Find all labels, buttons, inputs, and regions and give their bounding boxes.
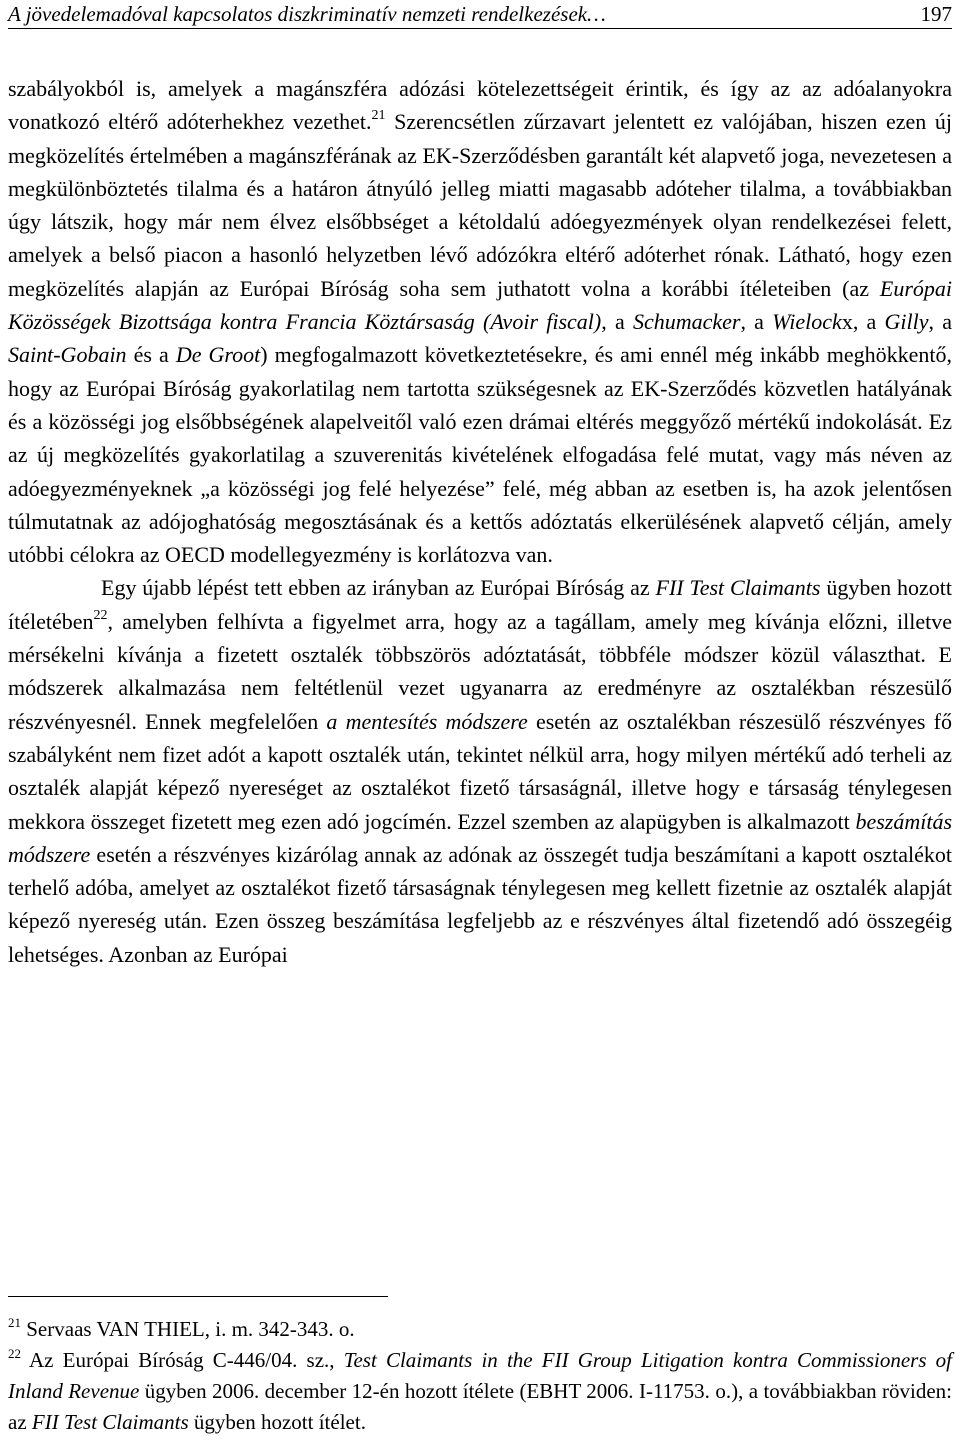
- case-name: FII Test Claimants: [655, 575, 821, 601]
- text-run: Szerencsétlen zűrzavart jelentett ez valójában, hiszen ezen új megközelítés értelmében a magánszférának az EK-Szerződésben garantált két alapvető joga, nevezetesen a megkülönböztetés tilalma és a határon átnyúló jelleg miatti magasabb adóteher tilalma, a továbbiakban úgy látszik, hogy már nem élvez elsőbbséget a kétoldalú adóegyezmények olyan rendelkezései felett, amelyek a belső piacon a hasonló helyzetben lévő adózókra eltérő adóterhet rónak. Látható, hogy ezen megközelítés alapján az Európai Bíróság soha sem juthatott volna a korábbi ítéleteiben (az: [8, 109, 952, 301]
- text-run: és a: [126, 342, 176, 368]
- footnote-22: [8, 1345, 952, 1438]
- footnote-number: 22: [8, 1346, 21, 1361]
- footnote-ref-22[interactable]: 22: [93, 607, 108, 623]
- text-run: x, a: [841, 309, 885, 335]
- case-name: Saint-Gobain: [8, 342, 127, 368]
- text-run: esetén a részvényes kizárólag annak az adónak az összegét tudja beszámítani a kapott osztalékot terhelő adóba, amelyet az osztalékot fizető társaságnak ténylegesen meg kellett fizetnie az osztalék alapját képező nyereség után. Ezen összeg beszámítása legfeljebb az e részvényes által fizetendő adó összegéig lehetséges. Azonban az Európai: [8, 841, 952, 967]
- text-run: ügyben hozott ítéletében: [8, 575, 952, 634]
- footnotes: [8, 1314, 952, 1438]
- footnote-21: [8, 1314, 952, 1345]
- emphasis: a mentesítés módszere: [326, 708, 528, 734]
- emphasis: beszámítás módszere: [8, 808, 952, 867]
- footnote-text: Az Európai Bíróság C-446/04. sz.,: [29, 1348, 344, 1372]
- body-text: [8, 72, 952, 971]
- case-name: FII Test Claimants: [31, 1410, 189, 1434]
- paragraph-2: [8, 571, 952, 971]
- text-run: ) megfogalmazott következtetésekre, és ami ennél még inkább meghökkentő, hogy az Európai Bíróság gyakorlatilag nem tartotta szükségesnek az EK-Szerződés közvetlen hatályának és a közösségi jog elsőbbségének alapelveitől való ezen drámai eltérés meggyőző mértékű indokolását. Ez az új megközelítés gyakorlatilag a szuverenitás kivételének elfogadása felé mutat, vagy más néven az adóegyezményeknek „a közösségi jog felé helyezése” felé, még abban az esetben is, ha azok jelentősen túlmutatnak az adójoghatóság megosztásának és a kettős adóztatás elkerülésének alapvető célján, amely utóbbi célokra az OECD modellegyezmény is korlátozva van.: [8, 342, 952, 568]
- case-name: Gilly: [884, 309, 929, 335]
- footnote-number: 21: [8, 1315, 21, 1330]
- page-number: 197: [920, 2, 952, 26]
- paragraph-1: [8, 72, 952, 571]
- case-name: Schumacker: [632, 309, 741, 335]
- running-header: [8, 0, 952, 29]
- case-name: Wielock: [772, 309, 842, 335]
- text-run: szabályokból is, amelyek a magánszféra adózási kötelezettségeit érintik, és így az az adóalanyokra vonatkozó eltérő adóterhekhez vezethet.: [8, 76, 952, 135]
- footnote-text: Servaas VAN THIEL, i. m. 342-343. o.: [26, 1317, 355, 1341]
- footnote-ref-21[interactable]: 21: [371, 108, 386, 124]
- case-name: De Groot: [175, 342, 261, 368]
- footnote-text: ügyben 2006. december 12-én hozott ítélete (EBHT 2006. I-11753. o.), a továbbiakban röviden: az: [8, 1379, 952, 1434]
- footnote-separator: [8, 1296, 388, 1297]
- footnote-text: ügyben hozott ítélet.: [188, 1410, 366, 1434]
- case-name: Test Claimants in the FII Group Litigation kontra Commissioners of Inland Revenue: [8, 1348, 952, 1403]
- text-run: esetén az osztalékban részesülő részvényes fő szabályként nem fizet adót a kapott osztalék után, tekintet nélkül arra, hogy milyen mértékű adó terheli az osztalék alapját képező nyereséget az osztalékot fizető társaságnál, illetve hogy e társaság ténylegesen mekkora összeget fizetett meg ezen adó jogcímén. Ezzel szemben az alapügyben is alkalmazott: [8, 708, 953, 834]
- text-run: , a: [740, 309, 773, 335]
- running-title: A jövedelemadóval kapcsolatos diszkriminatív nemzeti rendelkezések…: [8, 2, 606, 26]
- text-run: , amelyben felhívta a figyelmet arra, hogy az a tagállam, amely meg kívánja előzni, illetve mérsékelni kívánja a fizetett osztalék többszörös adóztatását, többféle módszer közül választhat. E módszerek alkalmazása nem feltétlenül vezet ugyanarra az eredményre az osztalékban részesülő részvényesnél. Ennek megfelelően: [8, 608, 952, 734]
- text-run: Egy újabb lépést tett ebben az irányban az Európai Bíróság az: [101, 575, 656, 601]
- text-run: , a: [928, 309, 953, 335]
- case-name: Európai Közösségek Bizottsága kontra Francia Köztársaság (Avoir fiscal): [8, 275, 952, 335]
- text-run: , a: [601, 309, 633, 335]
